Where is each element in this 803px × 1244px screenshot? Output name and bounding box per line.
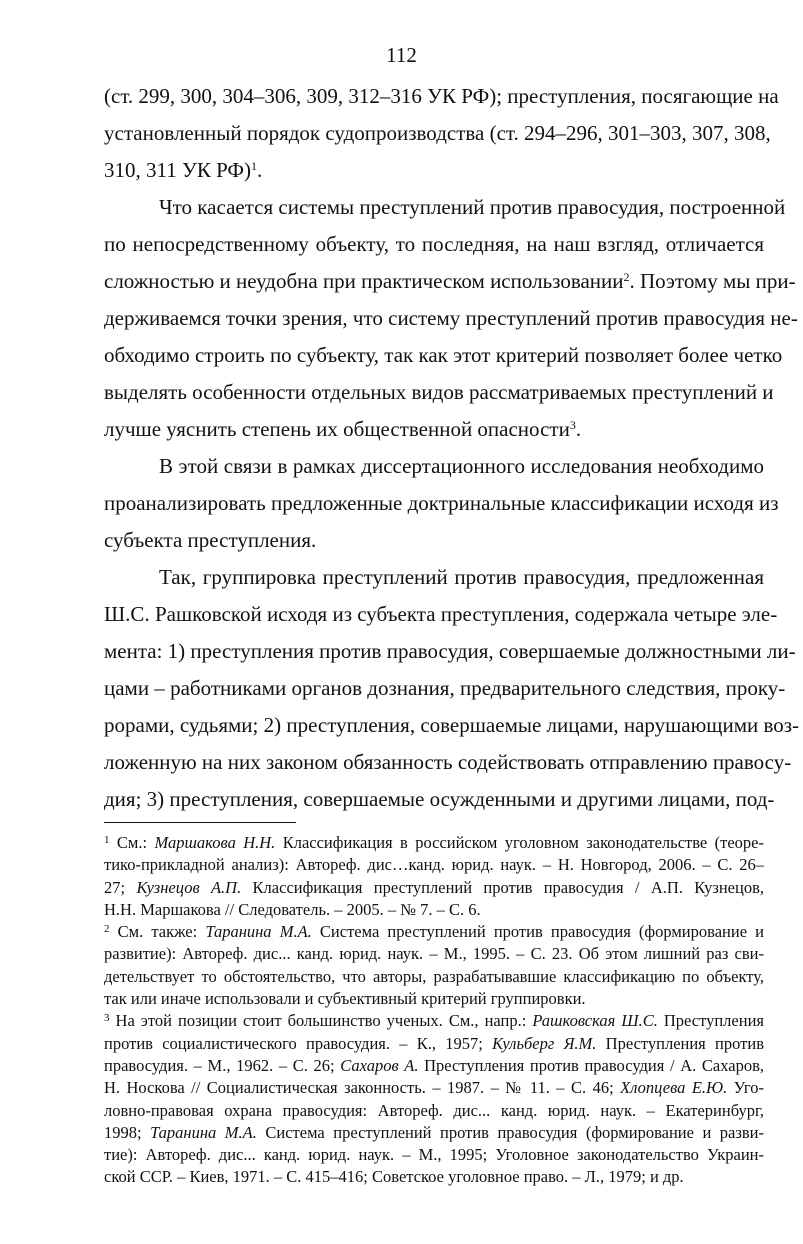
text-line: (ст. 299, 300, 304–306, 309, 312–316 УК РФ); преступления, посягающие на [104, 84, 779, 108]
footnote-line: Н.Н. Маршакова // Следователь. – 2005. – № 7. – С. 6. [104, 899, 481, 919]
author-name: Таранина М.А. [150, 1122, 257, 1142]
text-line: В этой связи в рамках диссертационного исследования необходимо [159, 454, 764, 478]
footnote-line [104, 1033, 764, 1055]
text-fragment: лучше уяснить степень их общественной опасности [104, 417, 570, 441]
text-line: рорами, судьями; 2) преступления, совершаемые лицами, нарушающими воз- [104, 713, 800, 737]
text-fragment: Н. Носкова // Социалистическая законность. – 1987. – № 11. – С. 46; [104, 1078, 621, 1098]
footnote-1 [104, 832, 764, 921]
text-fragment: Преступления против правосудия / А. Сахаров, [418, 1055, 764, 1075]
text-line: ложенную на них законом обязанность содействовать отправлению правосу- [104, 750, 792, 774]
text-fragment: правосудия. – М., 1962. – С. 26; [104, 1055, 341, 1075]
footnote-3 [104, 1010, 764, 1188]
text-line: обходимо строить по субъекту, так как этот критерий позволяет более четко [104, 343, 783, 367]
author-name: Кузнецов А.П. [136, 877, 242, 897]
paragraph-1 [104, 78, 779, 189]
footnote-line [104, 877, 764, 899]
paragraph-3 [104, 448, 779, 559]
footnote-line: тико-прикладной анализ): Автореф. дис…канд. юрид. наук. – Н. Новгород, 2006. – С. 26– [104, 855, 764, 875]
text-line: Что касается системы преступлений против правосудия, построенной [159, 195, 786, 219]
author-name: Рашковская Ш.С. [532, 1011, 658, 1031]
text-line: дия; 3) преступления, совершаемые осужденными и другими лицами, под- [104, 787, 775, 811]
main-text [104, 78, 800, 818]
text-fragment: Преступления [657, 1011, 764, 1031]
footnote-line [104, 921, 764, 943]
text-line: проанализировать предложенные доктринальные классификации исходя из [104, 491, 779, 515]
text-line: Так, группировка преступлений против правосудия, предложенная [159, 565, 764, 589]
footnote-ref-1: 1 [251, 159, 257, 173]
text-fragment: Система преступлений против правосудия (формирование и разви- [256, 1122, 764, 1142]
page-number: 112 [386, 43, 417, 67]
footnote-line [104, 1010, 764, 1032]
footnote-mark: 2 [104, 923, 110, 936]
footnote-line: ловно-правовая охрана правосудия: Автореф. дис... канд. юрид. наук. – Екатеринбург, [104, 1100, 764, 1120]
footnote-2 [104, 921, 764, 1010]
text-line: выделять особенности отдельных видов рассматриваемых преступлений и [104, 380, 774, 404]
footnote-line [104, 1077, 764, 1099]
footnote-separator [104, 822, 296, 823]
text-line: мента: 1) преступления против правосудия, совершаемые должностными ли- [104, 639, 796, 663]
text-fragment: 27; [104, 877, 137, 897]
footnote-ref-2: 2 [623, 270, 630, 284]
text-fragment: Преступления против [596, 1033, 764, 1053]
text-line [104, 263, 796, 300]
footnotes [104, 832, 764, 1189]
footnote-mark: 3 [104, 1012, 110, 1025]
paragraph-2 [104, 189, 798, 448]
footnote-ref-3: 3 [569, 418, 576, 432]
text-fragment: Классификация преступлений против правосудия / А.П. Кузнецов, [241, 877, 764, 897]
text-line: цами – работниками органов дознания, предварительного следствия, проку- [104, 676, 786, 700]
text-fragment: На этой позиции стоит большинство ученых. См., напр.: [109, 1011, 533, 1031]
footnote-line: развитие): Автореф. дис... канд. юрид. наук. – М., 1995. – С. 23. Об этом лишний раз сви- [104, 944, 764, 964]
text-line: Ш.С. Рашковской исходя из субъекта преступления, содержала четыре эле- [104, 602, 778, 626]
footnote-line: так или иначе использовали и субъективный критерий группировки. [104, 989, 586, 1009]
paragraph-4 [104, 559, 800, 818]
text-fragment: . [257, 158, 263, 182]
footnote-line [104, 1122, 764, 1144]
footnote-line: ской ССР. – Киев, 1971. – С. 415–416; Советское уголовное право. – Л., 1979; и др. [104, 1167, 684, 1187]
text-fragment: Система преступлений против правосудия (формирование и [311, 922, 764, 942]
text-fragment: Уго- [727, 1078, 764, 1098]
footnote-line [104, 1055, 764, 1077]
footnote-line: детельствует то обстоятельство, что авторы, разрабатывавшие классификацию по объекту, [104, 966, 764, 986]
text-fragment: 1998; [104, 1122, 151, 1142]
text-fragment: См.: [109, 833, 155, 852]
author-name: Таранина М.А. [205, 922, 312, 942]
text-fragment: против социалистического правосудия. – К., 1957; [104, 1033, 493, 1053]
author-name: Кульберг Я.М. [492, 1033, 597, 1053]
text-fragment: . [575, 417, 582, 441]
text-line: по непосредственному объекту, то последняя, на наш взгляд, отличается [104, 232, 764, 256]
footnote-line: тие): Автореф. дис... канд. юрид. наук. – М., 1995; Уголовное законодательство Украин- [104, 1145, 764, 1165]
footnote-mark: 1 [104, 834, 110, 846]
author-name: Хлопцева Е.Ю. [620, 1078, 728, 1098]
text-line [104, 411, 764, 448]
text-line: субъекта преступления. [104, 528, 317, 552]
text-fragment: . Поэтому мы при- [629, 269, 796, 293]
text-fragment: Классификация в российском уголовном законодательстве (теоре- [275, 833, 764, 852]
footnote-line [104, 832, 764, 854]
text-fragment: сложностью и неудобна при практическом использовании [104, 269, 624, 293]
text-fragment: 310, 311 УК РФ) [104, 158, 251, 182]
text-fragment: См. также: [109, 922, 206, 942]
author-name: Маршакова Н.Н. [154, 833, 276, 852]
text-line [104, 152, 764, 189]
text-line: установленный порядок судопроизводства (ст. 294–296, 301–303, 307, 308, [104, 121, 771, 145]
text-line: держиваемся точки зрения, что систему преступлений против правосудия не- [104, 306, 798, 330]
author-name: Сахаров А. [340, 1055, 419, 1075]
